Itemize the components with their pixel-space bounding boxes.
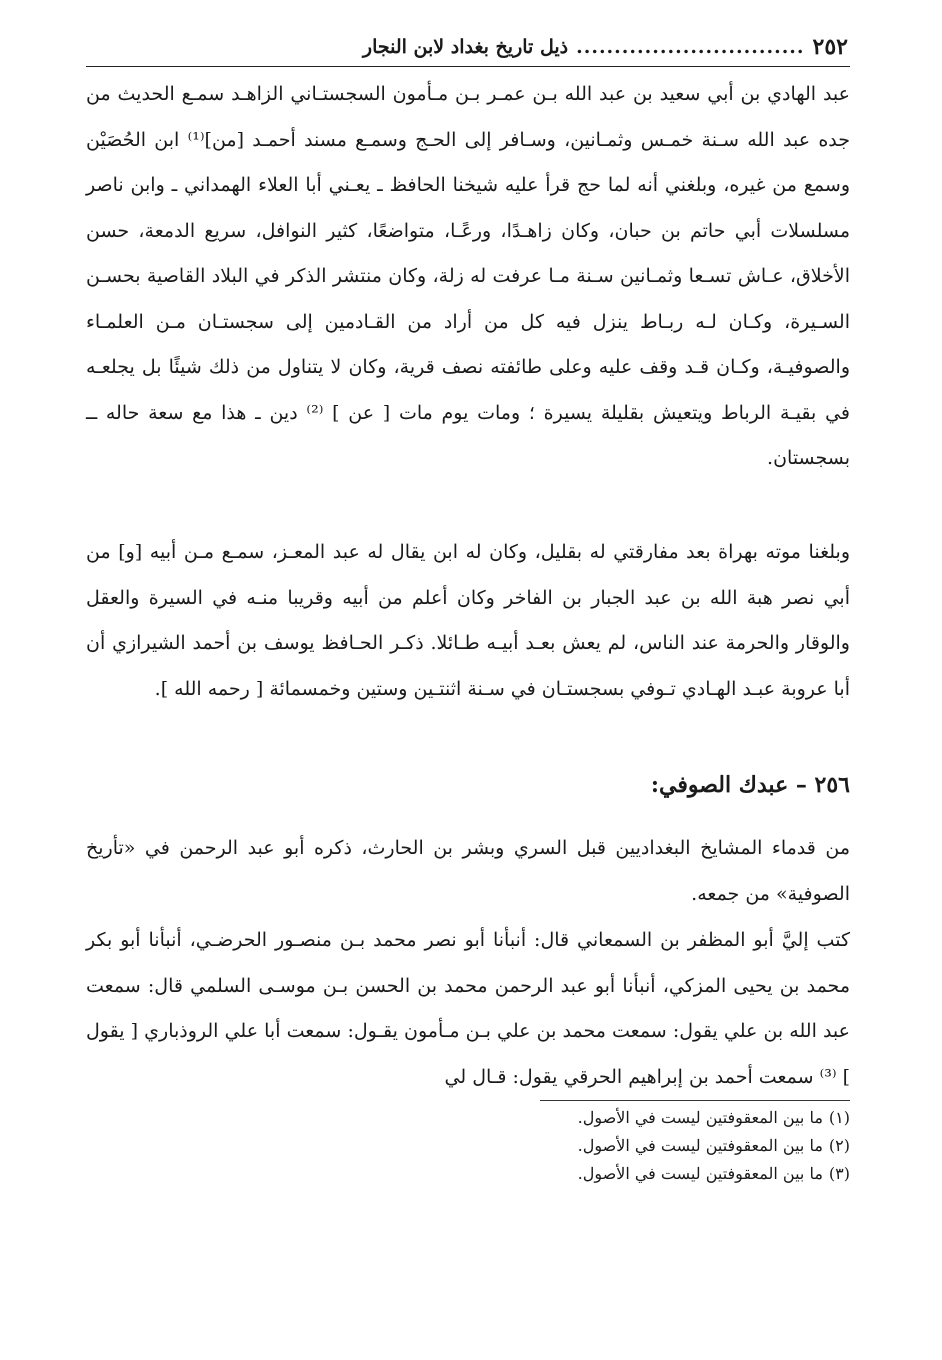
- footnote-marker: (٢): [828, 1136, 850, 1155]
- entry-number: ٢٥٦: [814, 772, 850, 798]
- footnote-1: [430, 1104, 850, 1132]
- entry-title: عبدك الصوفي:: [650, 772, 789, 798]
- paragraph: كتب إليَّ أبو المظفر بن السمعاني قال: أنبأنا أبو نصر محمد بـن منصـور الحرضـي، أنبأنا أبو بكر محمد بن يحيى المزكي، أنبأنا أبو عبد الرحمن محمد بن الحسن بـن موسـى السلمي قال: سمعت عبد الله بن علي يقول: سمعت محمد بن علي بـن مـأمون يقـول: سمعت أبا علي الروذباري [ يقول ] ⁽³⁾ سمعت أحمد بن إبراهيم الحرقي يقول: قـال لي: [86, 929, 850, 1088]
- paragraph: وبلغنا موته بهراة بعد مفارقتي له بقليل، وكان له ابن يقال له عبد المعـز، سمـع مـن أبيه [و] من أبي نصر هبة الله بن عبد الجبار بن الفاخر وكان أعلم من أبيه وقريبا منـه في السيرة والعقل والوقار والحرمة عند الناس، لم يعش بعـد أبيـه طـائلا. ذكـر الحـافظ يوسف بن أحمد الشيرازي أن أبا عروبة عبـد الهـادي تـوفي بسجستـان في سـنة اثنتـين وستين وخمسمائة [ رحمه الله ].: [86, 541, 850, 700]
- footnotes: [430, 1104, 850, 1188]
- footnote-text: ما بين المعقوفتين ليست في الأصول.: [577, 1108, 823, 1127]
- entry-heading: [86, 767, 850, 803]
- entry-paragraph-2-block: [86, 918, 850, 1100]
- footnote-marker: (٣): [828, 1164, 850, 1183]
- page-number: ٢٥٢: [812, 34, 848, 60]
- book-title: ذيل تاريخ بغداد لابن النجار: [362, 36, 569, 58]
- entry-paragraph-1-block: [86, 826, 850, 917]
- paragraph-1-block: [86, 72, 850, 482]
- footnote-2: [430, 1132, 850, 1160]
- footnote-text: ما بين المعقوفتين ليست في الأصول.: [577, 1164, 823, 1183]
- paragraph: من قدماء المشايخ البغداديين قبل السري وبشر بن الحارث، ذكره أبو عبد الرحمن في «تأريخ الصوفية» من جمعه.: [86, 837, 850, 905]
- paragraph-2-block: [86, 530, 850, 712]
- footnote-3: [430, 1160, 850, 1188]
- footnote-rule: [540, 1100, 850, 1101]
- entry-dash: –: [795, 772, 807, 798]
- footnote-marker: (١): [828, 1108, 850, 1127]
- footnote-text: ما بين المعقوفتين ليست في الأصول.: [577, 1136, 823, 1155]
- running-header: [88, 30, 848, 64]
- paragraph: عبد الهادي بن أبي سعيد بن عبد الله بـن عمـر بـن مـأمون السجستـاني الزاهـد سمـع الحديث من جده عبد الله سـنة خمـس وثمـانين، وسـافر إلى الحـج وسمـع مسند أحمـد [من]⁽¹⁾ ابن الحُصَيْن وسمع من غيره، وبلغني أنه لما حج قرأ عليه شيخنا الحافظ ـ يعـني أبا العلاء الهمداني ـ وابن ناصر مسلسلات أبي حاتم بن حبان، وكان زاهـدًا، ورعًـا، متواضعًا، كثير النوافل، سريع الدمعة، حسن الأخلاق، عـاش تسـعا وثمـانين سـنة مـا عرفت له زلة، وكان منتشر الذكر في البلاد القاصية بحسـن السـيرة، وكـان لـه ربـاط ينزل فيه كل من أراد من القـادمين إلى سجستـان مـن العلمـاء والصوفيـة، وكـان قـد وقف عليه وعلى طائفته نصف قرية، وكان لا يتناول من ذلك شيئًا بل يجلعـه في بقيـة الرباط ويتعيش بقليلة يسيرة ؛ ومات يوم مات [ عن ] ⁽²⁾ دين ـ هذا مع سعة حاله ــ بسجستان.: [86, 83, 850, 469]
- header-rule: [86, 66, 850, 67]
- header-dots: ..............................: [576, 36, 805, 58]
